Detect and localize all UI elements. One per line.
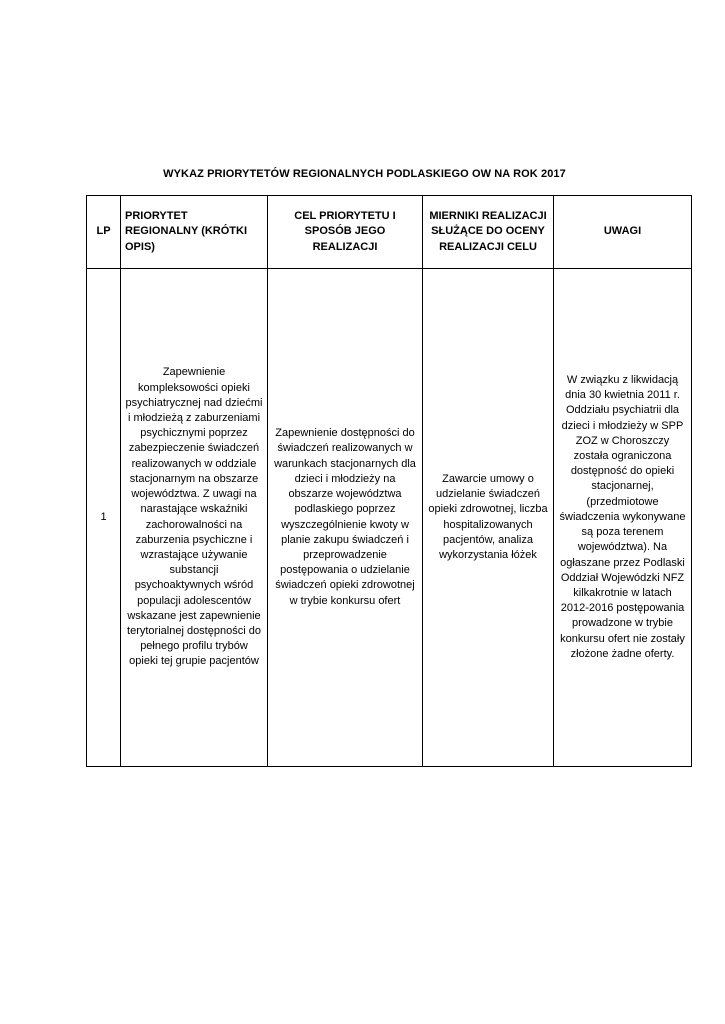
header-notes: UWAGI xyxy=(554,196,692,269)
header-measures: MIERNIKI REALIZACJI SŁUŻĄCE DO OCENY REALIZACJI CELU xyxy=(423,196,554,269)
cell-goal: Zapewnienie dostępności do świadczeń realizowanych w warunkach stacjonarnych dla dzieci i młodzieży na obszarze województwa podlaskiego poprzez wyszczególnienie kwoty w planie zakupu świadczeń i przeprowadzenie postępowania o udzielanie świadczeń opieki zdrowotnej w trybie konkursu ofert xyxy=(268,269,423,767)
header-priority: PRIORYTET REGIONALNY (KRÓTKI OPIS) xyxy=(121,196,268,269)
priorities-table xyxy=(86,195,692,767)
cell-lp: 1 xyxy=(87,269,121,767)
header-goal: CEL PRIORYTETU I SPOSÓB JEGO REALIZACJI xyxy=(268,196,423,269)
cell-notes: W związku z likwidacją dnia 30 kwietnia 2011 r. Oddziału psychiatrii dla dzieci i młodzieży w SPP ZOZ w Choroszczy została ograniczona dostępność do opieki stacjonarnej, (przedmiotowe świadczenia wykonywane są poza terenem województwa). Na ogłaszane przez Podlaski Oddział Wojewódzki NFZ kilkakrotnie w latach 2012-2016 postępowania prowadzone w trybie konkursu ofert nie zostały złożone żadne oferty. xyxy=(554,269,692,767)
cell-measures: Zawarcie umowy o udzielanie świadczeń opieki zdrowotnej, liczba hospitalizowanych pacjentów, analiza wykorzystania łóżek xyxy=(423,269,554,767)
header-lp: LP xyxy=(87,196,121,269)
document-title: WYKAZ PRIORYTETÓW REGIONALNYCH PODLASKIEGO OW NA ROK 2017 xyxy=(163,168,566,180)
table-header-row xyxy=(87,196,692,269)
cell-priority: Zapewnienie kompleksowości opieki psychiatrycznej nad dziećmi i młodzieżą z zaburzeniami psychicznymi poprzez zabezpieczenie świadczeń realizowanych w oddziale stacjonarnym na obszarze województwa. Z uwagi na narastające wskaźniki zachorowalności na zaburzenia psychiczne i wzrastające używanie substancji psychoaktywnych wśród populacji adolescentów wskazane jest zapewnienie terytorialnej dostępności do pełnego profilu trybów opieki tej grupie pacjentów xyxy=(121,269,268,767)
table-row xyxy=(87,269,692,767)
